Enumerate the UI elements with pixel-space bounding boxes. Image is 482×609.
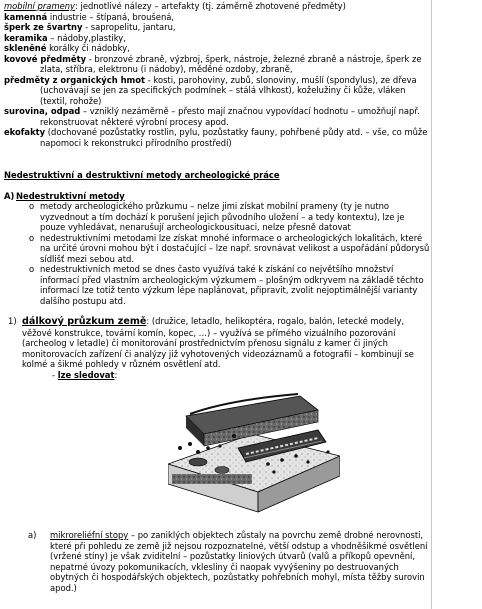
- sources-list: [4, 1, 430, 148]
- methods-bullet-list: [4, 201, 430, 306]
- list-item: kamenná industrie – štípaná, broušená,: [4, 11, 175, 22]
- list-item: mobilní prameny: jednotlivé nálezy – artefakty (tj. záměrně zhotovené předměty): [4, 1, 346, 11]
- observable-label: - lze sledovat:: [52, 369, 118, 380]
- sub-item-microrelief: a) mikroreliéfní stopy – po zaniklých objektech zůstaly na povrchu země drobné nerovnosti, které při pohledu ze země již nejsou rozpoznatelné, větší odstup a vhodněšikmé osvětlení (vržené stíny) je však zviditelní – pozůstatky liniových útvarů (valů a příkopů opevnění, nepatrné úvozy pokomunikacích, vklesliny či naopak vyvýšeniny po destruovaných obytných či hospodářských objektech, pozůstatky pohřebních mohyl, místa těžby surovin apod.): [28, 530, 428, 593]
- list-item: surovina, odpad – vzniklý nezáměrně – přesto mají značnou vypovídací hodnotu – umožňují např. rekonstruovat některé výrobní procesy apod.: [4, 106, 420, 127]
- document-page: [4, 1, 430, 593]
- list-item: keramika – nádoby,plastiky,: [4, 32, 126, 43]
- terrain-cross-section-figure: [168, 386, 340, 520]
- bullet-marker: o: [29, 201, 35, 211]
- list-item: o nedestruktivních metod se dnes často využívá také k získání co největšího množství informací před vlastním archeologickým výzkumem – plošným odkryvem na základě těchto informací lze totiž tento výzkum lépe naplánovat, připravit, zvolit nejoptimálnější varianty dalšího postupu atd.: [29, 264, 424, 306]
- terrain-illustration: [168, 386, 340, 520]
- bullet-marker: o: [29, 232, 35, 243]
- bullet-marker: o: [29, 264, 35, 274]
- list-item: šperk ze švartny - sapropelitu, jantaru,: [4, 22, 176, 32]
- list-item: o metody archeologického průzkumu – nelze jimi získat mobilní prameny (ty je nutno vyzvednout a tím dochází k porušení jejich původního uložení – a tedy kontextu), lze je pouze vyhledávat, nenarušují archeologickousituaci, nelze přesně datovat: [29, 201, 405, 232]
- list-item: předměty z organických hmot - kosti, parohoviny, zubů, slonoviny, mušlí (spondylus), ze dřeva (uchovávají se jen za specifických podmínek – stálá vlhkost), koželužiny či kůže, vláken (textil, rohože): [4, 74, 417, 106]
- section-heading: Nedestruktivní a destruktivní metody archeologické práce: [4, 170, 280, 180]
- list-item: ekofakty (dochované pozůstatky rostlin, pylu, pozůstatky fauny, pohřbené půdy atd. – vše, co může napomoci k rekonstrukci přírodního prostředí): [4, 127, 428, 148]
- list-item: o nedestruktivními metodami lze získat mnohé informace o archeologických lokalitách, které na určité úrovni mohou být i dostačující – lze např. srovnávat velikost a uspořádání půdorysů sídlišť mezi sebou atd.: [29, 232, 430, 264]
- subsection-heading: A) Nedestruktivní metody: [4, 190, 125, 201]
- list-item: skleněné korálky či nádobky,: [4, 43, 130, 53]
- numbered-item-remote-sensing: 1) dálkový průzkum země: (družice, letadlo, helikoptéra, rogalo, balón, letecké modely, věžové konstrukce, tovární komín, kopec, …) – využívá se přímého vizuálního pozorování (archeolog v letadle) či monitorování prostřednictvím přenosu signálu z kamer či jiných monitorovacích zařízení či analýzy již vyhotovených videozáznamů a fotografií – kombinují se kolmé a šikmé pohledy v různém osvětlení atd. - lze sledovat:: [4, 316, 430, 380]
- list-item: kovové předměty - bronzové zbraně, výzbroj, šperk, nástroje, železné zbraně a nástroje, šperk ze zlata, stříbra, elektronu (i nádoby), měděné ozdoby, zbraně,: [4, 53, 422, 74]
- page-margin-line: [431, 0, 432, 609]
